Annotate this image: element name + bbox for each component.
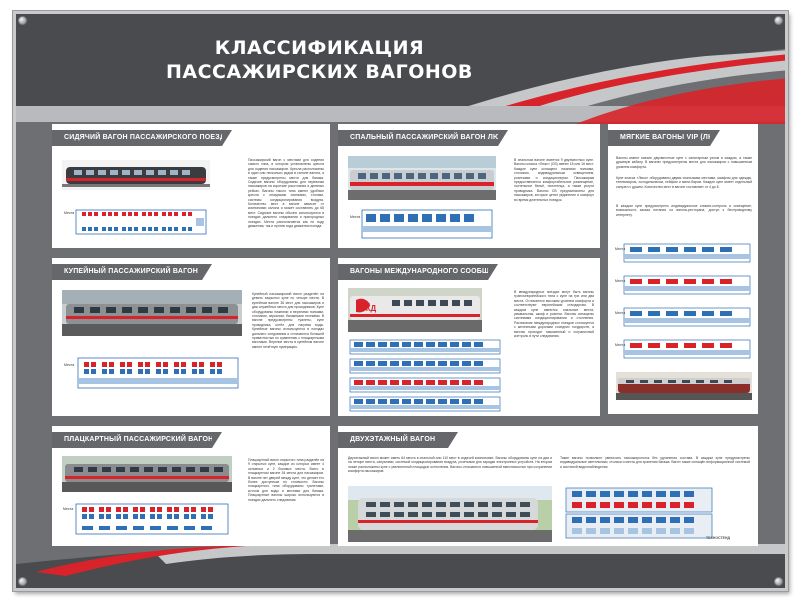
seat-plans [348, 338, 510, 412]
train-photo [62, 290, 242, 336]
card-sitting-car [52, 124, 330, 248]
seat-plan [62, 500, 232, 540]
svg-text:Места: Места [64, 211, 75, 215]
card-heading: СИДЯЧИЙ ВАГОН ПАССАЖИРСКОГО ПОЕЗДА [52, 130, 222, 146]
svg-text:Места: Места [350, 215, 361, 219]
brand-logo: ТЕХНОСТЕНД [706, 536, 730, 540]
card-heading: ВАГОНЫ МЕЖДУНАРОДНОГО СООБЩЕНИЯ [338, 264, 488, 280]
stand-board [13, 11, 788, 591]
svg-text:Места: Места [615, 247, 626, 251]
card-heading: МЯГКИЕ ВАГОНЫ VIP (ЛЮКС) [608, 130, 710, 146]
card-international [338, 258, 600, 416]
section-text-1: Двухэтажный вагон может иметь 64 места в спальной или 110 мест в сидячей компоновке. Вагоны оборудованы купе на два и на четыре места, санузлами, системой кондиционирования воздуха, розетками для зарядки электронных устройств. На втором этаже расположены купе с увеличенной площадью остекления. Вагоны отличаются повышенной вместимостью при сохранении комфорта пассажиров. [348, 456, 552, 474]
svg-text:Места: Места [615, 343, 626, 347]
svg-text:РЖД: РЖД [358, 304, 377, 313]
card-sleeper-sv [338, 124, 600, 248]
deck-plans [564, 486, 714, 540]
section-text: Пассажирский вагон с местами для сидения самого типа, в котором установлены кресла для сидения пассажиров. Кресла расположены в один или несколько рядов в салоне вагона, а также предусмотрены места для багажа. Сидячие вагоны оборудованы для перевозки пассажиров на короткие расстояния и дневных рейсах. Вагоны такого типа имеют удобные кресла с откидными спинками, столики, системы кондиционирования воздуха. Количество мест в вагоне зависит от компоновки салона и может составлять до 68 мест. Сидячие вагоны обычно используются в поездах дальнего следования и пригородных поездах. Места располагаются как по ходу движения, так и против хода движения поезда. [248, 158, 324, 229]
screw-bottom-right [774, 577, 783, 586]
svg-text:Места: Места [615, 311, 626, 315]
screw-top-left [18, 16, 27, 25]
section-text: В международных поездах могут быть вагоны трансъевропейского типа с купе на три или два места. Отличаются высоким уровнем комфорта и соответствуют европейским стандартам. В каждом купе имеются спальные места, умывальник, шкаф и розетки. Вагоны оснащены системами кондиционирования и отопления. Расписание международных поездов согласуется с железными дорогами соседних государств, а вагоны проходят таможенный и пограничный контроль в пути следования. [514, 290, 594, 339]
card-heading: КУПЕЙНЫЙ ПАССАЖИРСКИЙ ВАГОН [52, 264, 202, 280]
page-title [166, 36, 473, 84]
section-text-1: Вагоны имеют мягкие двухместные купе с санитарным узлом в каждом, а также душевую кабину. В вагонах предусмотрены места для пассажиров с повышенным уровнем комфорта. [616, 156, 752, 169]
card-platzkart [52, 426, 330, 546]
section-text: В спальном вагоне имеется 9 двухместных купе. Вагоны класса «Люкс» (СВ) имеют 18 или 16 мест. Каждое купе оснащено нижними полками, столиком, индивидуальным освещением, розетками и кондиционером. Пассажирам предоставляется комфортабельное размещение, постельное бельё, полотенца, а также услуги проводника. Вагоны СВ предназначены для пассажиров, которые ценят уединение и комфорт во время длительных поездок. [514, 158, 594, 202]
svg-text:Места: Места [615, 279, 626, 283]
screw-top-right [774, 16, 783, 25]
card-heading: ДВУХЭТАЖНЫЙ ВАГОН [338, 432, 448, 448]
svg-text:Места: Места [63, 507, 74, 511]
card-double-decker [338, 426, 758, 546]
seat-plan [62, 202, 210, 240]
train-photo [348, 156, 496, 200]
section-text-3: В каждом купе предусмотрено индивидуальное климат-контроль и освещение, возможность заказа питания из вагона-ресторана, доступ к беспроводному интернету. [616, 204, 752, 217]
train-photo [348, 486, 552, 542]
card-vip [608, 124, 758, 414]
train-photo [62, 160, 210, 190]
seat-plan [62, 354, 242, 394]
section-text-2: Купе класса «Люкс» оборудованы двумя спальными местами, шкафом для одежды, телевизором, холодильником, сейфом и мини-баром. Каждое купе имеет отдельный санузел с душем. Количество мест в вагоне составляет от 4 до 8. [616, 176, 752, 189]
svg-text:Места: Места [64, 363, 75, 367]
section-text: Плацкартный вагон открытого типа разделён на 9 открытых купе, каждое из которых имеет 4 основных и 2 боковых места. Всего в плацкартном вагоне 54 места для пассажиров. В вагоне нет дверей между купе, что делает его более доступным по стоимости. Вагоны плацкартного типа оборудованы туалетами, котлом для воды и местами для багажа. Плацкартные вагоны широко используются в поездах дальнего следования. [248, 458, 324, 502]
card-heading: СПАЛЬНЫЙ ПАССАЖИРСКИЙ ВАГОН ЛЮКС (СВ) [338, 130, 498, 146]
card-compartment [52, 258, 330, 416]
section-text: Купейный пассажирский вагон разделён на девять закрытых купе по четыре места. В купейном вагоне 36 мест для пассажиров и два служебных места для проводников. Купе оборудованы нижними и верхними полками, столиком, зеркалом, багажными отсеками. В вагоне предусмотрены туалеты, купе проводника, котёл для нагрева воды. Купейные вагоны используются в поездах дальнего следования и отличаются большей приватностью по сравнению с плацкартными вагонами. Верхние места в купейном вагоне имеют нечётную нумерацию. [252, 292, 324, 349]
train-photo [616, 372, 752, 400]
title-line-2: ПАССАЖИРСКИХ ВАГОНОВ [166, 61, 473, 83]
section-text-2: Такие вагоны позволяют увеличить пассажиропоток без удлинения состава. В каждом купе предусмотрены индивидуальные светильники, столики и места для хранения багажа. Вагон также оснащён информационной системой и системой видеонаблюдения. [560, 456, 750, 469]
vip-seat-plans [614, 240, 754, 370]
seat-plan [348, 206, 496, 242]
title-line-1: КЛАССИФИКАЦИЯ [214, 37, 425, 59]
train-photo [348, 288, 482, 332]
screw-bottom-left [18, 577, 27, 586]
card-heading: ПЛАЦКАРТНЫЙ ПАССАЖИРСКИЙ ВАГОН [52, 432, 212, 448]
train-photo [62, 456, 232, 492]
